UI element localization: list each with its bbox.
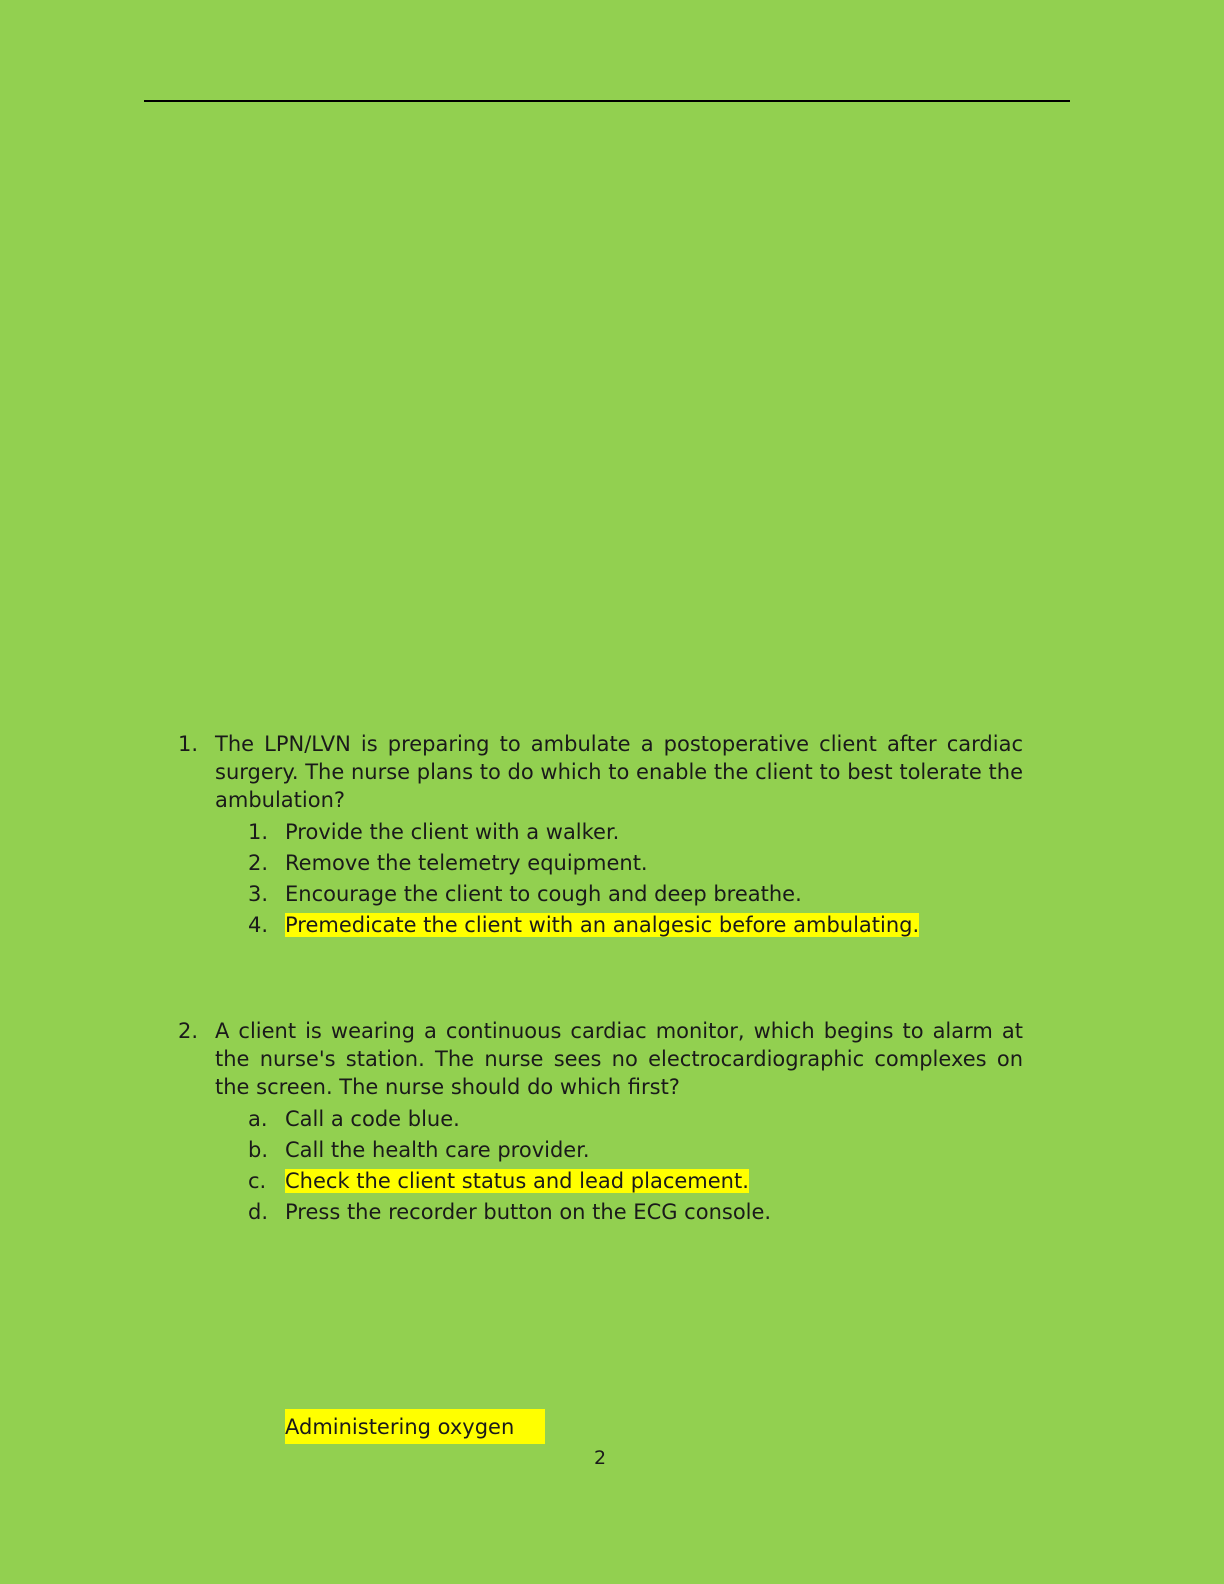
answer-option-correct xyxy=(178,1166,1023,1197)
question-text: The LPN/LVN is preparing to ambulate a postoperative client after cardiac surgery. The nurse plans to do which to enable the client to best tolerate the ambulation? xyxy=(215,732,1023,812)
question-number: 2. xyxy=(178,1019,199,1043)
question-2 xyxy=(178,1017,1023,1228)
option-text: Call the health care provider. xyxy=(285,1138,590,1162)
question-number: 1. xyxy=(178,732,199,756)
option-marker: d. xyxy=(248,1200,269,1224)
option-text: Call a code blue. xyxy=(285,1107,460,1131)
answer-option xyxy=(178,817,1023,848)
question-stem xyxy=(178,730,1023,814)
option-marker: a. xyxy=(248,1107,268,1131)
answer-option xyxy=(178,848,1023,879)
answer-option xyxy=(178,1104,1023,1135)
option-text: Provide the client with a walker. xyxy=(285,820,620,844)
question-text: A client is wearing a continuous cardiac monitor, which begins to alarm at the nurse's station. The nurse sees no electrocardiographic complexes on the screen. The nurse should do which first? xyxy=(215,1019,1023,1099)
highlighted-option-text: Check the client status and lead placement. xyxy=(285,1169,749,1193)
option-text: Press the recorder button on the ECG console. xyxy=(285,1200,772,1224)
answer-option xyxy=(178,1135,1023,1166)
page-number: 2 xyxy=(593,1447,607,1469)
answer-option-correct xyxy=(178,910,1023,941)
header-rule xyxy=(144,100,1070,102)
question-1 xyxy=(178,730,1023,941)
answer-option xyxy=(178,1197,1023,1228)
answer-options xyxy=(178,817,1023,941)
answer-options xyxy=(178,1104,1023,1228)
page-number-footer xyxy=(0,1446,1224,1470)
option-marker: b. xyxy=(248,1138,269,1162)
question-stem xyxy=(178,1017,1023,1101)
option-text: Encourage the client to cough and deep breathe. xyxy=(285,882,802,906)
highlighted-option-text: Premedicate the client with an analgesic before ambulating. xyxy=(285,913,920,937)
option-text: Remove the telemetry equipment. xyxy=(285,851,648,875)
highlighted-note: Administering oxygen xyxy=(285,1409,545,1444)
answer-option xyxy=(178,879,1023,910)
option-marker: 4. xyxy=(248,913,269,937)
option-marker: c. xyxy=(248,1169,267,1193)
option-marker: 2. xyxy=(248,851,269,875)
option-marker: 1. xyxy=(248,820,269,844)
option-marker: 3. xyxy=(248,882,269,906)
